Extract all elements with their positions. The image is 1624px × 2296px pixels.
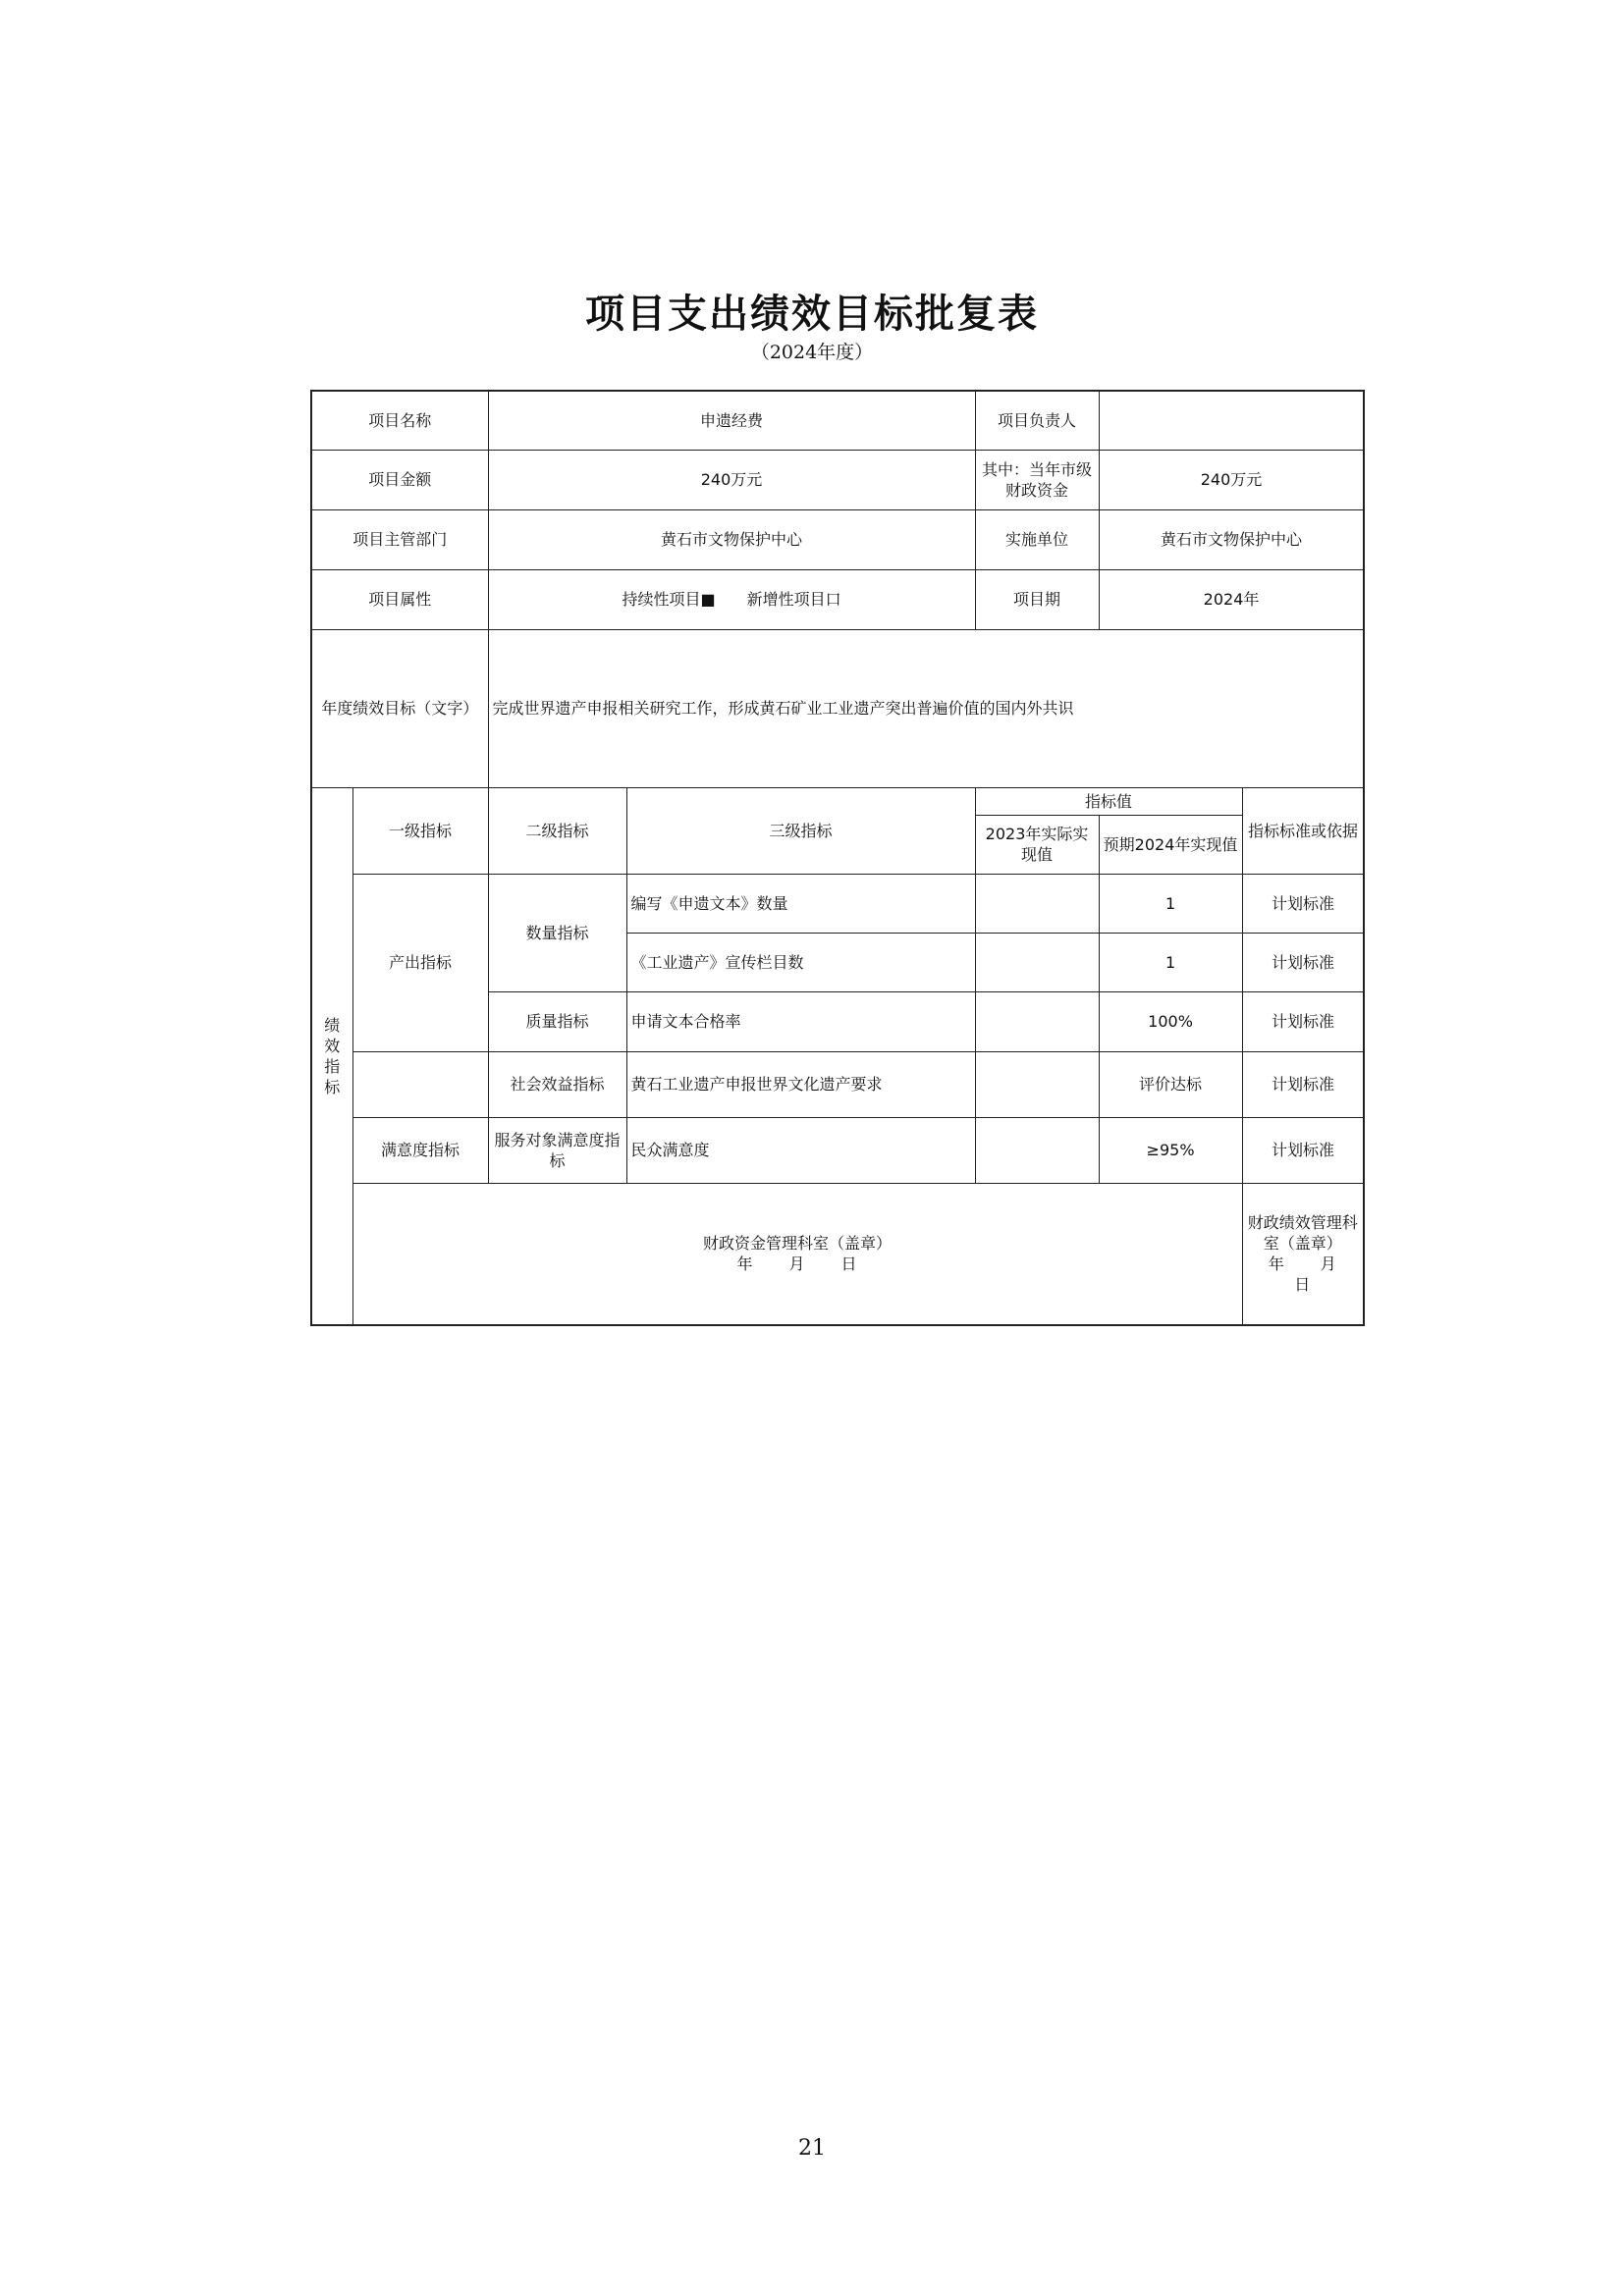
header-level1: 一级指标 xyxy=(352,787,488,874)
date-year: 年 xyxy=(1268,1255,1285,1274)
city-fund-value: 240万元 xyxy=(1099,450,1364,509)
indicator-header-row xyxy=(311,787,1364,815)
row-attribute xyxy=(311,569,1364,629)
date-month: 月 xyxy=(788,1255,806,1274)
city-fund-label: 其中：当年市级财政资金 xyxy=(975,450,1099,509)
date-day: 日 xyxy=(1294,1275,1312,1295)
level1-effect xyxy=(352,1051,488,1117)
header-level3: 三级指标 xyxy=(626,787,975,874)
actual-cell xyxy=(975,1051,1099,1117)
finance-performance-signature xyxy=(1242,1183,1364,1325)
actual-cell xyxy=(975,991,1099,1051)
annual-goal-value: 完成世界遗产申报相关研究工作，形成黄石矿业工业遗产突出普遍价值的国内外共识 xyxy=(488,629,1364,787)
implementer-value: 黄石市文物保护中心 xyxy=(1099,509,1364,569)
page-subtitle: （2024年度） xyxy=(750,342,874,363)
signature-date xyxy=(356,1254,1239,1274)
level1-satisfaction: 满意度指标 xyxy=(352,1117,488,1183)
level3-cell: 黄石工业遗产申报世界文化遗产要求 xyxy=(626,1051,975,1117)
period-value: 2024年 xyxy=(1099,569,1364,629)
row-annual-goal xyxy=(311,629,1364,787)
level1-output: 产出指标 xyxy=(352,874,488,1051)
date-year: 年 xyxy=(736,1255,754,1274)
period-label: 项目期 xyxy=(975,569,1099,629)
row-department xyxy=(311,509,1364,569)
standard-cell: 计划标准 xyxy=(1242,991,1364,1051)
implementer-label: 实施单位 xyxy=(975,509,1099,569)
department-label: 项目主管部门 xyxy=(311,509,488,569)
signature-row xyxy=(311,1183,1364,1325)
standard-cell: 计划标准 xyxy=(1242,874,1364,933)
level2-social: 社会效益指标 xyxy=(488,1051,626,1117)
expected-cell: 1 xyxy=(1099,874,1242,933)
finance-fund-signature xyxy=(352,1183,1242,1325)
signature-date xyxy=(1246,1254,1361,1295)
expected-cell: 评价达标 xyxy=(1099,1051,1242,1117)
actual-cell xyxy=(975,933,1099,991)
project-name-label: 项目名称 xyxy=(311,391,488,450)
row-project-name xyxy=(311,391,1364,450)
table-row xyxy=(311,1117,1364,1183)
table-row xyxy=(311,874,1364,933)
level3-cell: 申请文本合格率 xyxy=(626,991,975,1051)
level2-quality: 质量指标 xyxy=(488,991,626,1051)
department-value: 黄石市文物保护中心 xyxy=(488,509,975,569)
expected-cell: 1 xyxy=(1099,933,1242,991)
expected-cell: ≥95% xyxy=(1099,1117,1242,1183)
project-amount-label: 项目金额 xyxy=(311,450,488,509)
project-leader-label: 项目负责人 xyxy=(975,391,1099,450)
level3-cell: 《工业遗产》宣传栏目数 xyxy=(626,933,975,991)
performance-table xyxy=(310,390,1365,1326)
header-level2: 二级指标 xyxy=(488,787,626,874)
attribute-label: 项目属性 xyxy=(311,569,488,629)
standard-cell: 计划标准 xyxy=(1242,1051,1364,1117)
level2-service: 服务对象满意度指标 xyxy=(488,1117,626,1183)
level3-cell: 民众满意度 xyxy=(626,1117,975,1183)
level3-cell: 编写《申遗文本》数量 xyxy=(626,874,975,933)
row-project-amount xyxy=(311,450,1364,509)
indicators-section-label xyxy=(311,787,352,1325)
page-number: 21 xyxy=(798,2136,826,2161)
finance-fund-office-label: 财政资金管理科室（盖章） xyxy=(703,1234,893,1254)
actual-cell xyxy=(975,1117,1099,1183)
date-day: 日 xyxy=(840,1255,858,1274)
annual-goal-label: 年度绩效目标（文字） xyxy=(311,629,488,787)
standard-cell: 计划标准 xyxy=(1242,933,1364,991)
standard-cell: 计划标准 xyxy=(1242,1117,1364,1183)
project-amount-value: 240万元 xyxy=(488,450,975,509)
actual-cell xyxy=(975,874,1099,933)
date-month: 月 xyxy=(1320,1255,1337,1274)
indicators-section-text: 绩 效 指 标 xyxy=(324,1015,341,1096)
page-title: 项目支出绩效目标批复表 xyxy=(585,292,1039,337)
attribute-value: 持续性项目■ 新增性项目口 xyxy=(488,569,975,629)
level2-quantity: 数量指标 xyxy=(488,874,626,991)
header-standard: 指标标准或依据 xyxy=(1242,787,1364,874)
expected-cell: 100% xyxy=(1099,991,1242,1051)
header-actual-2023: 2023年实际实现值 xyxy=(975,815,1099,874)
project-leader-value xyxy=(1099,391,1364,450)
project-name-value: 申遗经费 xyxy=(488,391,975,450)
finance-performance-office-label: 财政绩效管理科室（盖章） xyxy=(1247,1213,1358,1254)
table-row xyxy=(311,1051,1364,1117)
header-expected-2024: 预期2024年实现值 xyxy=(1099,815,1242,874)
header-indicator-value: 指标值 xyxy=(975,787,1242,815)
